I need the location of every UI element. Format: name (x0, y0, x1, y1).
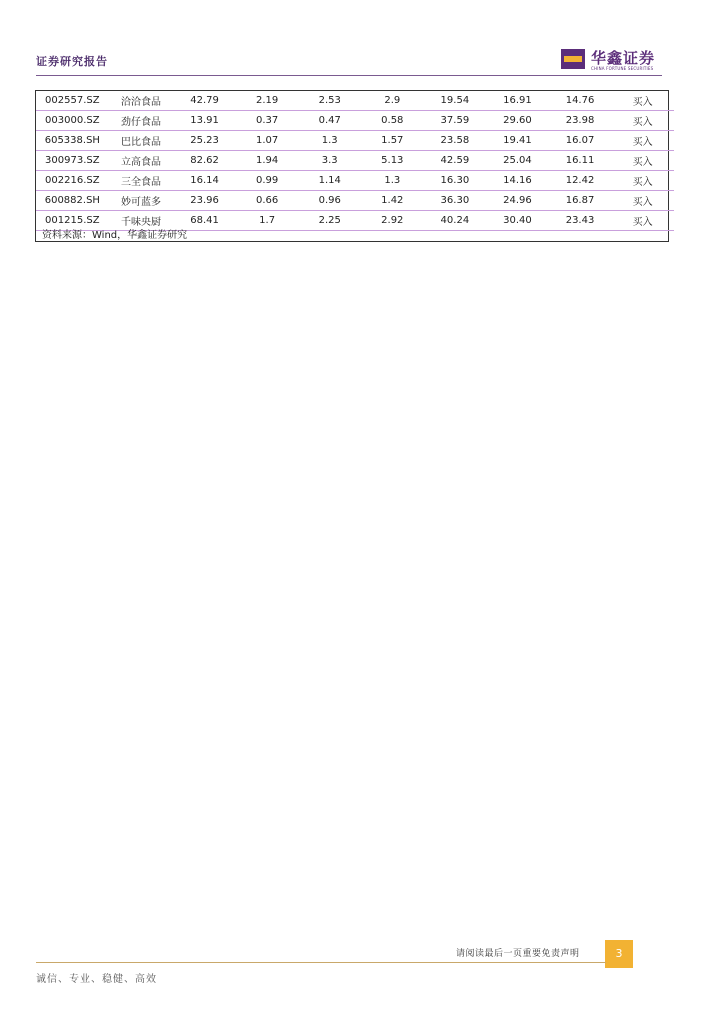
data-source-note: 资料来源：Wind，华鑫证券研究 (42, 230, 188, 241)
cell-price: 16.14 (173, 171, 236, 191)
table-row (36, 191, 674, 211)
cell-stock-code: 002557.SZ (36, 91, 109, 111)
cell-eps-2: 2.53 (298, 91, 361, 111)
cell-eps-3: 2.9 (361, 91, 424, 111)
cell-price: 23.96 (173, 191, 236, 211)
cell-eps-3: 1.57 (361, 131, 424, 151)
cell-pe-3: 16.11 (549, 151, 612, 171)
cell-pe-2: 19.41 (486, 131, 549, 151)
cell-pe-2: 29.60 (486, 111, 549, 131)
cell-eps-1: 1.7 (236, 211, 299, 231)
cell-price: 25.23 (173, 131, 236, 151)
cell-pe-3: 16.07 (549, 131, 612, 151)
cell-stock-name: 巴比食品 (109, 131, 174, 151)
cell-rating: 买入 (611, 151, 674, 171)
cell-eps-2: 0.96 (298, 191, 361, 211)
cell-rating: 买入 (611, 91, 674, 111)
cell-stock-name: 劲仔食品 (109, 111, 174, 131)
cell-pe-2: 16.91 (486, 91, 549, 111)
stock-valuation-table (36, 91, 674, 231)
cell-eps-1: 0.99 (236, 171, 299, 191)
cell-pe-3: 14.76 (549, 91, 612, 111)
cell-stock-name: 千味央厨 (109, 211, 174, 231)
cell-eps-2: 3.3 (298, 151, 361, 171)
cell-eps-3: 2.92 (361, 211, 424, 231)
cell-pe-2: 24.96 (486, 191, 549, 211)
cell-stock-code: 003000.SZ (36, 111, 109, 131)
cell-eps-3: 5.13 (361, 151, 424, 171)
cell-eps-3: 1.42 (361, 191, 424, 211)
company-motto: 诚信、专业、稳健、高效 (36, 974, 157, 985)
cell-pe-2: 25.04 (486, 151, 549, 171)
cell-eps-1: 0.66 (236, 191, 299, 211)
cell-price: 82.62 (173, 151, 236, 171)
cell-pe-1: 16.30 (424, 171, 487, 191)
table-row (36, 151, 674, 171)
cell-stock-code: 001215.SZ (36, 211, 109, 231)
company-logo (561, 47, 661, 73)
cell-stock-name: 妙可蓝多 (109, 191, 174, 211)
cell-rating: 买入 (611, 211, 674, 231)
disclaimer-notice: 请阅读最后一页重要免责声明 (456, 949, 580, 959)
cell-eps-2: 0.47 (298, 111, 361, 131)
cell-stock-name: 立高食品 (109, 151, 174, 171)
cell-stock-code: 605338.SH (36, 131, 109, 151)
table-row (36, 91, 674, 111)
table-row (36, 171, 674, 191)
stock-table-container (35, 90, 669, 242)
header-divider (36, 75, 662, 76)
cell-price: 68.41 (173, 211, 236, 231)
cell-eps-2: 2.25 (298, 211, 361, 231)
cell-price: 13.91 (173, 111, 236, 131)
cell-rating: 买入 (611, 111, 674, 131)
cell-pe-1: 40.24 (424, 211, 487, 231)
cell-eps-3: 0.58 (361, 111, 424, 131)
cell-stock-code: 002216.SZ (36, 171, 109, 191)
cell-stock-name: 洽洽食品 (109, 91, 174, 111)
logo-english-name: CHINA FORTUNE SECURITIES (591, 66, 654, 71)
page-number: 3 (605, 940, 633, 968)
cell-rating: 买入 (611, 131, 674, 151)
cell-price: 42.79 (173, 91, 236, 111)
cell-pe-1: 36.30 (424, 191, 487, 211)
cell-eps-1: 1.94 (236, 151, 299, 171)
cell-rating: 买入 (611, 171, 674, 191)
cell-eps-1: 2.19 (236, 91, 299, 111)
logo-mark-icon (561, 49, 585, 69)
cell-stock-name: 三全食品 (109, 171, 174, 191)
cell-eps-2: 1.3 (298, 131, 361, 151)
cell-stock-code: 300973.SZ (36, 151, 109, 171)
cell-pe-2: 14.16 (486, 171, 549, 191)
cell-rating: 买入 (611, 191, 674, 211)
report-type-title: 证券研究报告 (36, 55, 108, 68)
cell-eps-1: 0.37 (236, 111, 299, 131)
cell-pe-3: 16.87 (549, 191, 612, 211)
table-row (36, 111, 674, 131)
cell-pe-3: 23.43 (549, 211, 612, 231)
cell-pe-1: 19.54 (424, 91, 487, 111)
cell-eps-1: 1.07 (236, 131, 299, 151)
cell-pe-3: 12.42 (549, 171, 612, 191)
footer-divider (36, 962, 606, 963)
logo-chinese-name: 华鑫证券 (591, 49, 656, 67)
cell-stock-code: 600882.SH (36, 191, 109, 211)
table-row (36, 131, 674, 151)
cell-eps-3: 1.3 (361, 171, 424, 191)
cell-pe-1: 42.59 (424, 151, 487, 171)
cell-pe-3: 23.98 (549, 111, 612, 131)
cell-eps-2: 1.14 (298, 171, 361, 191)
cell-pe-1: 37.59 (424, 111, 487, 131)
cell-pe-1: 23.58 (424, 131, 487, 151)
cell-pe-2: 30.40 (486, 211, 549, 231)
